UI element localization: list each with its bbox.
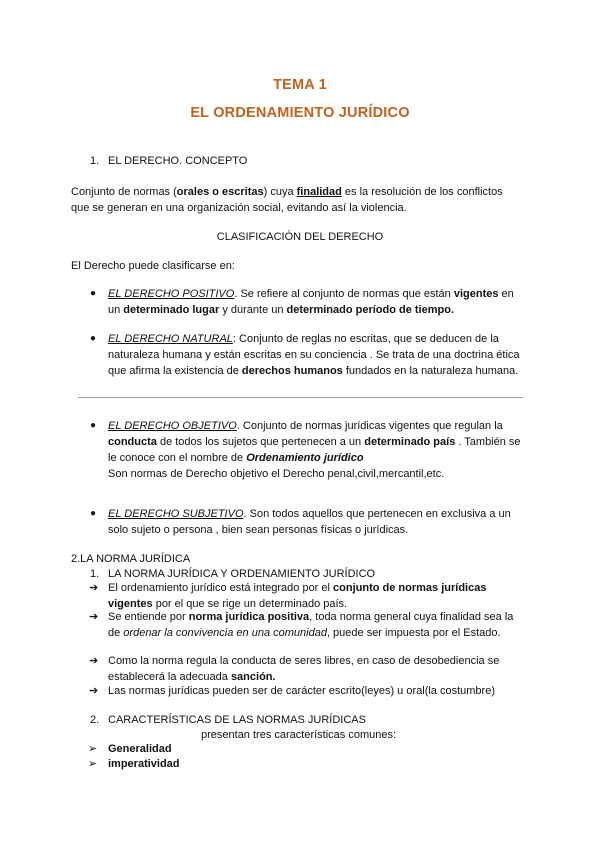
classification-heading: CLASIFICACIÓN DEL DERECHO — [216, 231, 384, 243]
arrow1-line-2: vigentes por el que se rige un determinado país. — [108, 598, 348, 610]
subjetivo-line-1: EL DERECHO SUBJETIVO. Son todos aquellos que pertenecen en exclusiva a un — [108, 508, 511, 520]
positivo-line-1: EL DERECHO POSITIVO. Se refiere al conjunto de normas que están vigentes en — [108, 288, 514, 300]
concept-paragraph-line-2: que se generan en una organización social, evitando así la violencia. — [71, 202, 407, 214]
arrow2-line-2: de ordenar la convivencia en una comunidad, puede ser impuesta por el Estado. — [108, 627, 501, 639]
characteristic-item: imperatividad — [108, 758, 180, 770]
arrow3-line-1: Como la norma regula la conducta de seres libres, en caso de desobediencia se — [108, 655, 500, 667]
bullet-dot-icon: ● — [89, 508, 97, 519]
subjetivo-line-2: solo sujeto o persona , bien sean personas físicas o jurídicas. — [108, 524, 409, 536]
arrow3-line-2: establecerá la adecuada sanción. — [108, 671, 276, 683]
objetivo-line-3: le conoce con el nombre de Ordenamiento jurídico — [108, 452, 364, 464]
natural-line-2: naturaleza humana y están escritas en su conciencia . Se trata de una doctrina ética — [108, 349, 520, 361]
arrowhead-bullet-icon: ➢ — [88, 758, 98, 770]
subsection2-heading: CARACTERÍSTICAS DE LAS NORMAS JURÍDICAS — [108, 714, 366, 726]
subsection1-number: 1. — [90, 568, 100, 580]
section2-heading: 2.LA NORMA JURÍDICA — [71, 553, 191, 565]
arrow4-line-1: Las normas jurídicas pueden ser de carácter escrito(leyes) u oral(la costumbre) — [108, 685, 495, 697]
arrow-bullet-icon: ➔ — [89, 582, 99, 594]
objetivo-line-2: conducta de todos los sujetos que pertenecen a un determinado país . También se — [108, 436, 521, 448]
arrowhead-bullet-icon: ➢ — [88, 743, 98, 755]
positivo-line-2: un determinado lugar y durante un determinado período de tiempo. — [108, 304, 455, 316]
classification-intro: El Derecho puede clasificarse en: — [71, 260, 235, 272]
arrow-bullet-icon: ➔ — [89, 611, 99, 623]
arrow1-line-1: El ordenamiento jurídico está integrado por el conjunto de normas jurídicas — [108, 582, 487, 594]
concept-paragraph-line-1: Conjunto de normas (orales o escritas) cuya finalidad es la resolución de los conflictos — [71, 186, 503, 198]
subsection2-intro: presentan tres características comunes: — [201, 729, 397, 741]
arrow-bullet-icon: ➔ — [89, 685, 99, 697]
arrow2-line-1: Se entiende por norma jurídica positiva, toda norma general cuya finalidad sea la — [108, 611, 514, 623]
horizontal-rule — [78, 397, 523, 398]
natural-line-3: que afirma la existencia de derechos humanos fundados en la naturaleza humana. — [108, 365, 519, 377]
natural-line-1: EL DERECHO NATURAL: Conjunto de reglas no escritas, que se deducen de la — [108, 333, 499, 345]
bullet-dot-icon: ● — [89, 420, 97, 431]
objetivo-line-1: EL DERECHO OBJETIVO. Conjunto de normas jurídicas vigentes que regulan la — [108, 420, 503, 432]
section1-heading: EL DERECHO. CONCEPTO — [108, 155, 248, 167]
objetivo-line-4: Son normas de Derecho objetivo el Derecho penal,civil,mercantil,etc. — [108, 468, 445, 480]
characteristic-item: Generalidad — [108, 743, 172, 755]
subsection2-number: 2. — [90, 714, 100, 726]
section1-number: 1. — [90, 155, 100, 167]
bullet-dot-icon: ● — [89, 288, 97, 299]
bullet-dot-icon: ● — [89, 333, 97, 344]
title-line-2: EL ORDENAMIENTO JURÍDICO — [190, 105, 410, 121]
title-line-1: TEMA 1 — [273, 77, 327, 93]
subsection1-heading: LA NORMA JURÍDICA Y ORDENAMIENTO JURÍDICO — [108, 568, 376, 580]
arrow-bullet-icon: ➔ — [89, 655, 99, 667]
